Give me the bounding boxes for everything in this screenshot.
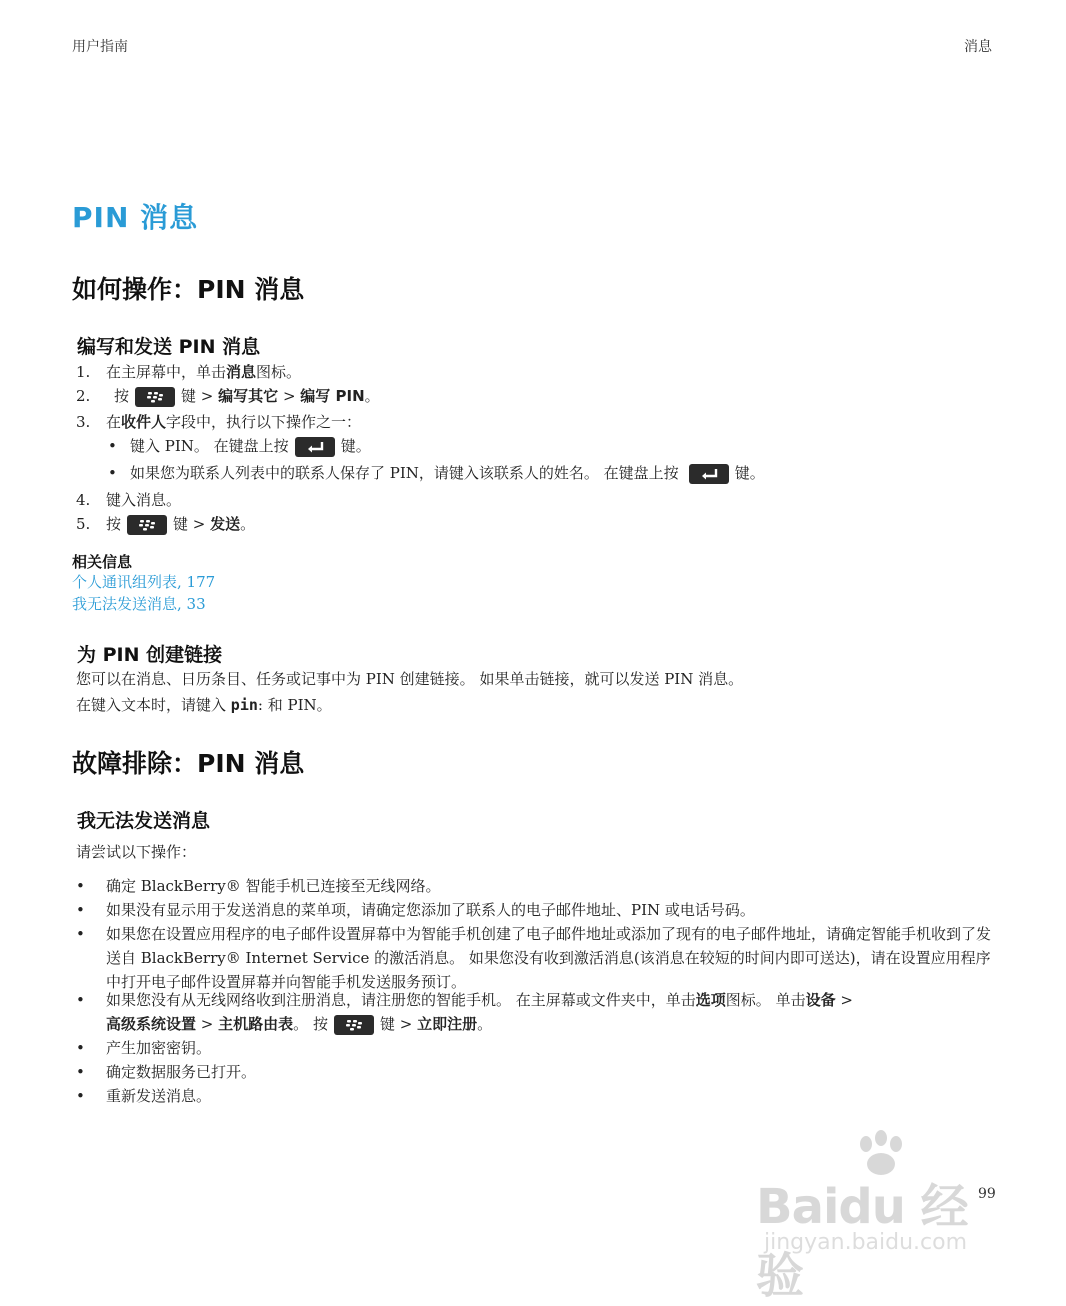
step-bold: 消息 bbox=[226, 363, 257, 381]
step-text: > bbox=[282, 387, 296, 405]
step-bold: 编写其它 bbox=[218, 387, 279, 405]
step-text: 图标。 bbox=[256, 363, 302, 381]
item-text-part: 键 > bbox=[379, 1015, 413, 1033]
bullet: • bbox=[76, 877, 85, 895]
item-bold: 主机路由表 bbox=[218, 1015, 294, 1033]
item-text: 确定数据服务已打开。 bbox=[106, 1063, 257, 1081]
watermark-url: jingyan.baidu.com bbox=[764, 1230, 968, 1255]
item-bold: 设备 bbox=[805, 991, 836, 1009]
step-text: 字段中，执行以下操作之一： bbox=[166, 413, 362, 431]
bullet: • bbox=[76, 991, 85, 1009]
subheading-cannot-send: 我无法发送消息 bbox=[77, 810, 211, 832]
item-text-part: 图标。 单击 bbox=[725, 991, 806, 1009]
subheading-create-link: 为 PIN 创建链接 bbox=[77, 644, 223, 666]
step-text: 键入消息。 bbox=[106, 491, 182, 509]
running-header-left: 用户指南 bbox=[72, 39, 128, 55]
section-heading-troubleshooting: 故障排除：PIN 消息 bbox=[72, 749, 305, 778]
bullet: • bbox=[76, 1063, 85, 1081]
troubleshoot-item bbox=[76, 922, 1006, 994]
related-link-distribution-list[interactable]: 个人通讯组列表, 177 bbox=[72, 573, 216, 591]
bullet: • bbox=[108, 437, 117, 455]
item-text: 如果您在设置应用程序的电子邮件设置屏幕中为智能手机创建了电子邮件地址或添加了现有的电子邮件地址，请确定智能手机收到了发送自 BlackBerry® Internet Service 的激活消息。 如果您没有收到激活消息(该消息在较短的时间内即可送达)，请在设置应用程序中打开电子邮件设置屏幕并向智能手机发送服务预订。 bbox=[106, 925, 992, 991]
step-text: 按 bbox=[114, 387, 130, 405]
item-text-part: > bbox=[840, 991, 853, 1009]
step-number: 2. bbox=[76, 387, 91, 405]
item-text-part: 。 按 bbox=[293, 1015, 328, 1033]
section-heading-howto: 如何操作：PIN 消息 bbox=[72, 275, 305, 304]
step-number: 1. bbox=[76, 363, 91, 381]
baidu-watermark bbox=[756, 1150, 1006, 1304]
step-bold: 编写 PIN bbox=[300, 387, 365, 405]
bullet: • bbox=[76, 1039, 85, 1057]
step-text: 键。 bbox=[734, 464, 765, 482]
step-text: 在 bbox=[106, 413, 122, 431]
running-header-right: 消息 bbox=[964, 39, 992, 55]
item-text bbox=[106, 988, 994, 1036]
bullet: • bbox=[76, 1087, 85, 1105]
step-text: 如果您为联系人列表中的联系人保存了 PIN，请键入该联系人的姓名。 在键盘上按 bbox=[130, 464, 679, 482]
menu-key-icon bbox=[334, 1015, 374, 1035]
step-number: 3. bbox=[76, 413, 91, 431]
item-text-part: 如果您没有从无线网络收到注册消息，请注册您的智能手机。 在主屏幕或文件夹中，单击 bbox=[106, 991, 696, 1009]
step-text: 键 > bbox=[181, 387, 214, 405]
item-text-part: 。 bbox=[477, 1015, 493, 1033]
step-bold: 发送 bbox=[210, 515, 241, 533]
bullet: • bbox=[76, 901, 85, 919]
item-text: 确定 BlackBerry® 智能手机已连接至无线网络。 bbox=[106, 877, 441, 895]
item-text-part: > bbox=[200, 1015, 214, 1033]
code-text: pin bbox=[230, 696, 258, 714]
enter-key-icon bbox=[295, 437, 335, 457]
step-text: 按 bbox=[106, 515, 122, 533]
step-text: 键 > bbox=[173, 515, 206, 533]
step-bold: 收件人 bbox=[121, 413, 167, 431]
instruction-text: 在键入文本时，请键入 bbox=[76, 696, 227, 714]
instruction-text: : 和 PIN。 bbox=[257, 696, 332, 714]
menu-key-icon bbox=[127, 515, 167, 535]
item-bold: 立即注册 bbox=[417, 1015, 478, 1033]
page-title: PIN 消息 bbox=[72, 201, 199, 234]
menu-key-icon bbox=[135, 387, 175, 407]
troubleshoot-item bbox=[76, 988, 1006, 1038]
step-number: 4. bbox=[76, 491, 91, 509]
step-text: 在主屏幕中，单击 bbox=[106, 363, 227, 381]
enter-key-icon bbox=[689, 464, 729, 484]
related-link-cannot-send[interactable]: 我无法发送消息, 33 bbox=[72, 595, 206, 613]
bullet: • bbox=[108, 464, 117, 482]
step-number: 5. bbox=[76, 515, 91, 533]
troubleshoot-intro: 请尝试以下操作： bbox=[76, 843, 197, 861]
related-info-heading: 相关信息 bbox=[72, 553, 133, 571]
item-text: 如果没有显示用于发送消息的菜单项，请确定您添加了联系人的电子邮件地址、PIN 或电话号码。 bbox=[106, 901, 755, 919]
page-number: 99 bbox=[978, 1186, 996, 1202]
step-text: 键入 PIN。 在键盘上按 bbox=[130, 437, 289, 455]
step-text: 。 bbox=[240, 515, 256, 533]
step-text: 。 bbox=[364, 387, 380, 405]
create-link-paragraph: 您可以在消息、日历条目、任务或记事中为 PIN 创建链接。 如果单击链接，就可以发送 PIN 消息。 bbox=[76, 670, 744, 688]
bullet: • bbox=[76, 925, 85, 943]
item-text: 产生加密密钥。 bbox=[106, 1039, 212, 1057]
step-text: 键。 bbox=[340, 437, 371, 455]
watermark-logo: Baidu 经验 bbox=[756, 1179, 968, 1304]
create-link-instruction bbox=[76, 693, 332, 717]
subheading-compose: 编写和发送 PIN 消息 bbox=[77, 336, 261, 358]
item-text: 重新发送消息。 bbox=[106, 1087, 212, 1105]
item-bold: 高级系统设置 bbox=[106, 1015, 197, 1033]
item-bold: 选项 bbox=[695, 991, 726, 1009]
